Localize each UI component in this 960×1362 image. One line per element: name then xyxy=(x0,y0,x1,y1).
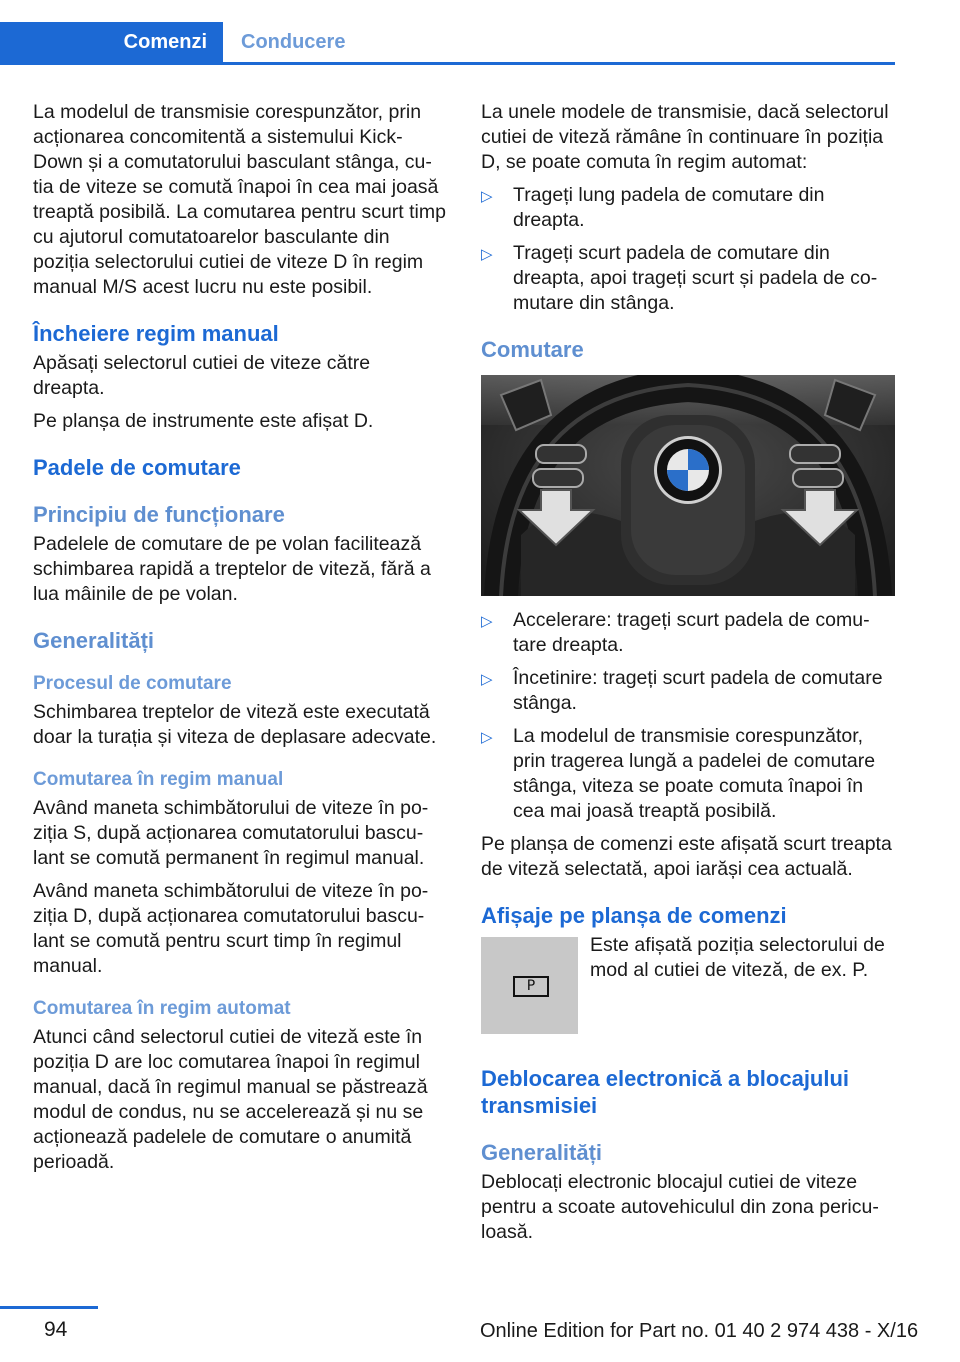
list-item: ▷ Accelerare: trageți scurt padela de comu- tare dreapta. xyxy=(481,609,870,656)
triangle-bullet-icon: ▷ xyxy=(481,729,493,746)
right-column xyxy=(481,100,897,1253)
paragraph-unlock: Deblocați electronic blocajul cutiei de viteze pentru a scoate autovehiculul din zona pericu- loasă. xyxy=(481,1171,879,1243)
list-switching xyxy=(481,608,897,824)
tab-comenzi[interactable] xyxy=(0,22,223,62)
steering-wheel-image xyxy=(481,375,895,596)
heading-displays: Afișaje pe planșa de comenzi xyxy=(481,903,787,928)
gear-display-image xyxy=(481,937,578,1034)
heading-auto-switch: Comutarea în regim automat xyxy=(33,998,291,1019)
list-item: ▷ Încetinire: trageți scurt padela de comutare stânga. xyxy=(481,667,883,714)
heading-unlock: Deblocarea electronică a blocajului transmisiei xyxy=(481,1066,850,1118)
paragraph-manual-2: Având maneta schimbătorului de viteze în po- ziția D, după acționarea comutatorului bascu- lant se comută pentru scurt timp în regimul manual. xyxy=(33,880,429,977)
display-block xyxy=(481,934,897,1045)
heading-general-2: Generalități xyxy=(481,1140,603,1165)
heading-principle: Principiu de funcționare xyxy=(33,502,285,527)
list-item: ▷ Trageți lung padela de comutare din dreapta. xyxy=(481,184,825,231)
list-auto-mode xyxy=(481,183,897,316)
list-item: ▷ Trageți scurt padela de comutare din dreapta, apoi trageți scurt și padela de co- mutare din stânga. xyxy=(481,242,878,314)
gear-position-indicator: P xyxy=(513,976,549,997)
heading-switching: Comutare xyxy=(481,337,584,362)
paragraph-auto: Atunci când selectorul cutiei de viteză este în poziția D are loc comutarea înapoi în regimul manual, dacă în regimul manual se păstrează modul de condus, nu se accelerează și nu se acționează padelele de comutare o anumită perioadă. xyxy=(33,1026,428,1173)
heading-process: Procesul de comutare xyxy=(33,673,232,694)
paragraph-end-manual-1: Apăsați selectorul cutiei de viteze către dreapta. xyxy=(33,352,371,399)
heading-general: Generalități xyxy=(33,628,155,653)
page-number: 94 xyxy=(44,1318,68,1341)
edition-footer: Online Edition for Part no. 01 40 2 974 438 - X/16 xyxy=(480,1320,919,1342)
heading-end-manual: Încheiere regim manual xyxy=(33,321,279,346)
paragraph-process: Schimbarea treptelor de viteză este executată doar la turația și viteza de deplasare adecvate. xyxy=(33,701,437,748)
left-column xyxy=(33,100,446,1183)
triangle-bullet-icon: ▷ xyxy=(481,613,493,630)
paragraph-principle: Padelele de comutare de pe volan facilitează schimbarea rapidă a treptelor de viteză, fără a lua mâinile de pe volan. xyxy=(33,533,431,605)
intro-paragraph: La modelul de transmisie corespunzător, prin acționarea concomitentă a sistemului Kick-Down și a comutatorului basculant stânga, cu- tia de viteze se comută înapoi în cea mai joasă treaptă posibilă. La comutarea pentru scurt timp cu ajutorul comutatoarelor basculante din poziția selectorului cutiei de viteze D în regim manual M/S acest lucru nu este posibil. xyxy=(33,101,446,298)
paragraph-end-manual-2: Pe planșa de instrumente este afișat D. xyxy=(33,410,374,432)
paragraph-cluster: Pe planșa de comenzi este afișată scurt treapta de viteză selectată, apoi iarăși cea actuală. xyxy=(481,833,892,880)
list-item: ▷ La modelul de transmisie corespunzător, prin tragerea lungă a padelei de comutare stânga, viteza se poate comuta înapoi în cea mai joasă treaptă posibilă. xyxy=(481,725,876,822)
footer-divider xyxy=(0,1306,98,1309)
header-tabbar xyxy=(0,22,895,65)
paragraph-displays: Este afișată poziția selectorului de mod al cutiei de viteză, de ex. P. xyxy=(590,934,885,981)
tab-conducere[interactable]: Conducere xyxy=(241,31,346,53)
paragraph-manual-1: Având maneta schimbătorului de viteze în po- ziția S, după acționarea comutatorului bascu- lant se comută permanent în regimul manual. xyxy=(33,797,429,869)
heading-paddles: Padele de comutare xyxy=(33,455,241,480)
triangle-bullet-icon: ▷ xyxy=(481,188,493,205)
triangle-bullet-icon: ▷ xyxy=(481,246,493,263)
tab-comenzi-label: Comenzi xyxy=(123,31,207,53)
heading-manual-switch: Comutarea în regim manual xyxy=(33,769,284,790)
triangle-bullet-icon: ▷ xyxy=(481,671,493,688)
right-intro-paragraph: La unele modele de transmisie, dacă selectorul cutiei de viteză rămâne în continuare în poziția D, se poate comuta în regim automat: xyxy=(481,101,889,173)
